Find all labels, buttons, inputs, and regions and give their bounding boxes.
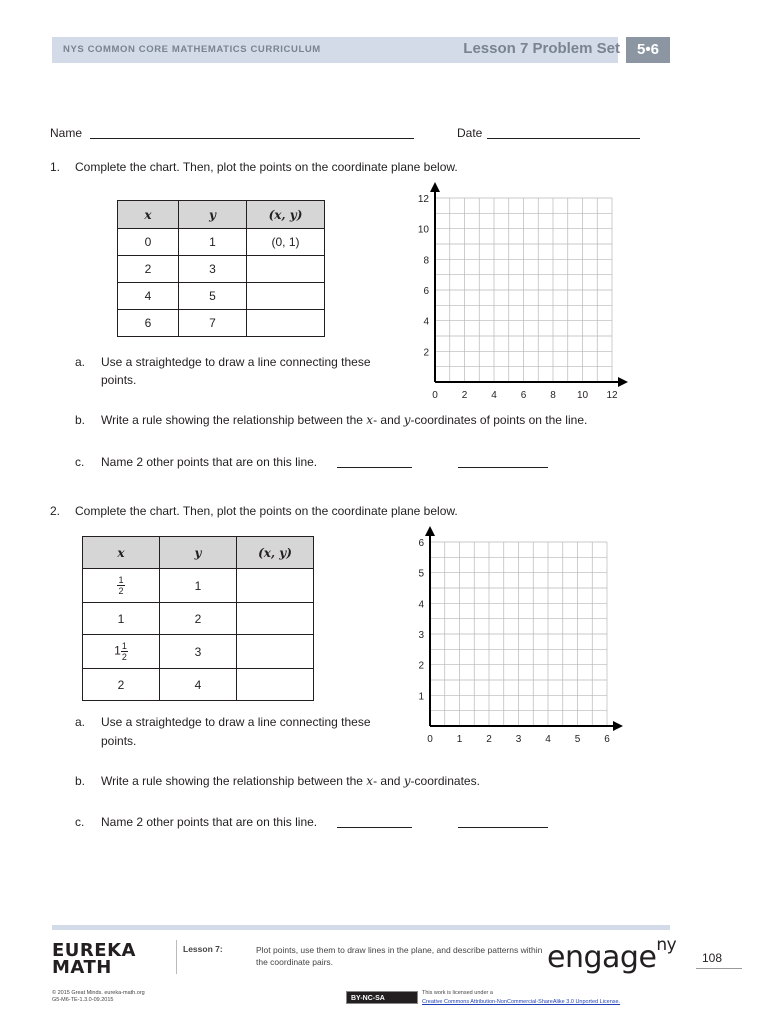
- problem2-answer-line-1[interactable]: [337, 827, 412, 828]
- cell-xy[interactable]: [247, 283, 325, 310]
- x-tick-label: 0: [432, 390, 438, 401]
- y-tick-label: 3: [418, 630, 424, 641]
- x-tick-label: 6: [604, 734, 610, 745]
- cell-xy[interactable]: [237, 669, 314, 701]
- x-tick-label: 12: [606, 390, 618, 401]
- problem1-part-b-letter: b.: [75, 413, 86, 427]
- x-tick-label: 5: [574, 734, 581, 745]
- cell-y: 5: [179, 283, 247, 310]
- cc-license-badge: BY-NC-SA: [346, 991, 418, 1004]
- problem1-part-b-text: Write a rule showing the relationship between the x- and y-coordinates of points on the line.: [101, 413, 588, 427]
- x-tick-label: 0: [427, 734, 433, 745]
- cell-x: 2: [83, 669, 160, 701]
- cell-y: 2: [160, 603, 237, 635]
- cell-xy[interactable]: (0, 1): [247, 229, 325, 256]
- table-header-y: y: [179, 201, 247, 229]
- cell-xy[interactable]: [247, 256, 325, 283]
- problem1-answer-line-1[interactable]: [337, 467, 412, 468]
- page-number: 108: [702, 951, 723, 965]
- y-tick-label: 6: [418, 538, 424, 549]
- x-tick-label: 6: [520, 390, 527, 401]
- problem2-coordinate-plane[interactable]: [410, 536, 630, 746]
- problem1-part-c-letter: c.: [75, 455, 85, 469]
- cell-xy[interactable]: [247, 310, 325, 337]
- table-header-y: y: [160, 537, 237, 569]
- fraction: $\frac{1}{2}$: [118, 575, 124, 596]
- y-tick-label: 6: [423, 286, 429, 297]
- problem2-part-b-text: Write a rule showing the relationship between the x- and y-coordinates.: [101, 774, 480, 788]
- problem2-number: 2.: [50, 504, 61, 518]
- table-header-x: x: [83, 537, 160, 569]
- footer-lesson-description: Plot points, use them to draw lines in the plane, and describe patterns within the coordinate pairs.: [256, 945, 543, 967]
- cell-xy[interactable]: [237, 603, 314, 635]
- cell-y: 1: [179, 229, 247, 256]
- cell-x: 1 $\frac{1}{2}$: [83, 635, 160, 669]
- problem2-part-a-line1: Use a straightedge to draw a line connecting these: [101, 715, 371, 729]
- table-header-x: x: [118, 201, 179, 229]
- y-tick-label: 5: [418, 568, 424, 580]
- table-row: [83, 635, 314, 669]
- table-row: [118, 310, 325, 337]
- problem2-part-c-letter: c.: [75, 815, 85, 829]
- cell-x: 1: [83, 603, 160, 635]
- problem1-part-c-text: Name 2 other points that are on this line.: [101, 455, 318, 469]
- x-tick-label: 2: [486, 734, 492, 745]
- x-tick-label: 4: [545, 734, 551, 745]
- x-axis-arrow: [618, 377, 628, 387]
- y-tick-label: 2: [423, 347, 429, 359]
- cell-x: 4: [118, 283, 179, 310]
- cell-x: 0: [118, 229, 179, 256]
- y-tick-label: 8: [423, 255, 429, 267]
- x-tick-label: 1: [456, 734, 463, 745]
- curriculum-title: NYS COMMON CORE MATHEMATICS CURRICULUM: [63, 44, 321, 55]
- table-row: [118, 256, 325, 283]
- y-tick-label: 2: [418, 660, 424, 672]
- cell-y: 3: [160, 635, 237, 669]
- table-header-xy: (x, y): [247, 201, 325, 229]
- cell-x: 6: [118, 310, 179, 337]
- problem1-part-a-letter: a.: [75, 355, 86, 369]
- x-tick-label: 4: [491, 390, 497, 401]
- problem1-table: [117, 200, 325, 337]
- y-tick-label: 4: [423, 316, 429, 328]
- table-row: [118, 229, 325, 256]
- y-tick-label: 12: [417, 194, 429, 205]
- problem2-part-a-line2: points.: [101, 734, 137, 748]
- cell-y: 7: [179, 310, 247, 337]
- copyright: © 2015 Great Minds. eureka-math.org G5-M6-TE-1.3.0-09.2015: [52, 990, 145, 1003]
- cell-xy[interactable]: [237, 569, 314, 603]
- problem2-table: [82, 536, 314, 701]
- problem1-part-a-line1: Use a straightedge to draw a line connecting these: [101, 355, 371, 369]
- table-row: [83, 603, 314, 635]
- y-axis-arrow: [425, 526, 435, 536]
- date-label: Date: [457, 126, 483, 140]
- cell-x: [83, 569, 160, 603]
- problem2-answer-line-2[interactable]: [458, 827, 548, 828]
- y-axis-arrow: [430, 182, 440, 192]
- cell-y: 4: [160, 669, 237, 701]
- lesson-title: Lesson 7 Problem Set: [463, 40, 620, 57]
- table-row: [83, 669, 314, 701]
- cell-y: 3: [179, 256, 247, 283]
- problem2-instruction: Complete the chart. Then, plot the points on the coordinate plane below.: [75, 504, 458, 518]
- footer-divider: [176, 940, 177, 974]
- problem1-number: 1.: [50, 160, 61, 174]
- eureka-math-logo: EUREKA MATH: [52, 940, 136, 978]
- problem2-part-c-text: Name 2 other points that are on this line.: [101, 815, 318, 829]
- problem1-coordinate-plane[interactable]: [410, 192, 630, 402]
- table-row: [118, 283, 325, 310]
- y-tick-label: 1: [418, 691, 424, 703]
- cell-y: 1: [160, 569, 237, 603]
- x-tick-label: 10: [576, 390, 589, 401]
- x-tick-label: 3: [515, 734, 522, 745]
- footer-lesson-label: Lesson 7:: [183, 944, 223, 954]
- table-row: [83, 569, 314, 603]
- cell-x: 2: [118, 256, 179, 283]
- problem1-answer-line-2[interactable]: [458, 467, 548, 468]
- engageny-logo: engage$^{ny}$: [547, 935, 677, 975]
- page-number-rule: [696, 968, 742, 969]
- x-tick-label: 8: [550, 390, 556, 401]
- footer-bar: [52, 925, 670, 930]
- x-tick-label: 2: [461, 390, 468, 401]
- problem1-instruction: Complete the chart. Then, plot the points on the coordinate plane below.: [75, 160, 458, 174]
- date-field[interactable]: [487, 138, 640, 139]
- x-axis-arrow: [613, 721, 623, 731]
- problem2-part-b-letter: b.: [75, 774, 86, 788]
- license-text: This work is licensed under a Creative Commons Attribution-NonCommercial-ShareAlike 3.0 Unported License.: [422, 990, 621, 1005]
- name-field[interactable]: [90, 138, 414, 139]
- name-label: Name: [50, 126, 83, 140]
- problem1-part-a-line2: points.: [101, 373, 137, 387]
- problem2-part-a-letter: a.: [75, 715, 86, 729]
- table-header-xy: (x, y): [237, 537, 314, 569]
- cell-xy[interactable]: [237, 635, 314, 669]
- y-tick-label: 10: [417, 224, 429, 236]
- y-tick-label: 4: [418, 599, 424, 611]
- fraction: $\frac{1}{2}$: [121, 641, 127, 662]
- grade-module-badge: 5•6: [626, 37, 670, 63]
- license-link[interactable]: Creative Commons Attribution-NonCommercial-ShareAlike 3.0 Unported License.: [422, 999, 621, 1005]
